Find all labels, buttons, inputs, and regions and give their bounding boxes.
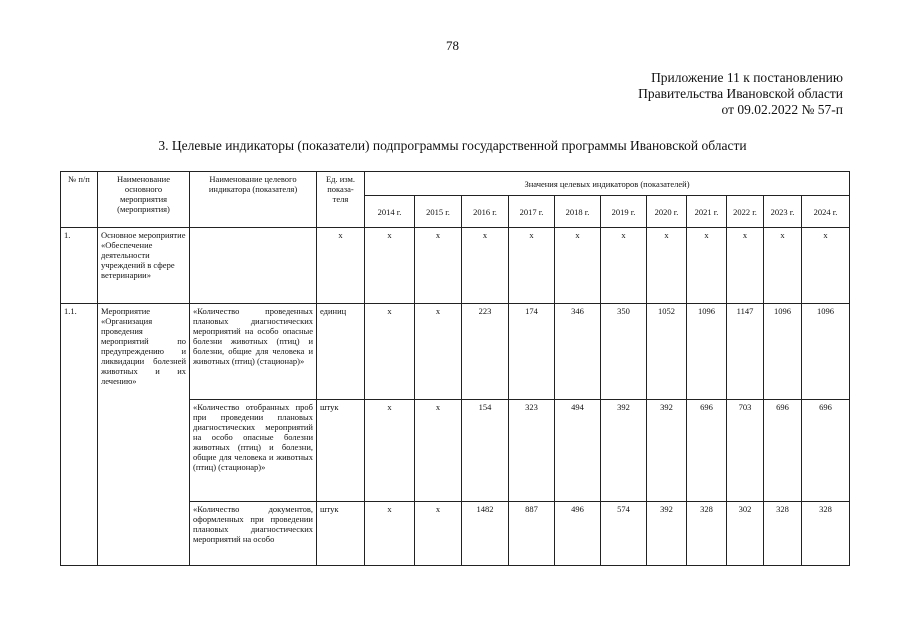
appendix-header — [638, 70, 843, 118]
header-year: 2023 г. — [764, 196, 802, 228]
value-cell: 392 — [647, 502, 687, 566]
row-indicator — [190, 228, 317, 304]
document-title: 3. Целевые индикаторы (показатели) подпрограммы государственной программы Ивановской области — [158, 138, 747, 153]
header-year: 2017 г. — [509, 196, 555, 228]
header-unit: Ед. изм. показа-теля — [317, 172, 365, 228]
indicators-table — [60, 171, 850, 566]
value-cell: 328 — [764, 502, 802, 566]
value-cell: 346 — [555, 304, 601, 400]
value-cell: х — [462, 228, 509, 304]
value-cell: 392 — [647, 400, 687, 502]
value-cell: 1096 — [687, 304, 727, 400]
value-cell: 1052 — [647, 304, 687, 400]
header-activity: Наименование основного мероприятия (мероприятия) — [98, 172, 190, 228]
value-cell: х — [415, 502, 462, 566]
value-cell: х — [687, 228, 727, 304]
value-cell: х — [764, 228, 802, 304]
row-unit: х — [317, 228, 365, 304]
row-num: 1. — [61, 228, 98, 304]
value-cell: х — [601, 228, 647, 304]
value-cell: 1482 — [462, 502, 509, 566]
value-cell: 494 — [555, 400, 601, 502]
header-row-1 — [61, 172, 850, 196]
header-year: 2016 г. — [462, 196, 509, 228]
value-cell: 1096 — [802, 304, 850, 400]
header-year: 2020 г. — [647, 196, 687, 228]
value-cell: 703 — [727, 400, 764, 502]
value-cell: 328 — [687, 502, 727, 566]
table-row — [61, 304, 850, 400]
value-cell: х — [365, 228, 415, 304]
header-year: 2014 г. — [365, 196, 415, 228]
header-year: 2024 г. — [802, 196, 850, 228]
row-unit: штук — [317, 400, 365, 502]
value-cell: х — [415, 228, 462, 304]
value-cell: 496 — [555, 502, 601, 566]
row-activity: Основное мероприятие «Обеспечение деятельности учреждений в сфере ветеринарии» — [98, 228, 190, 304]
appendix-line-3: от 09.02.2022 № 57-п — [721, 102, 843, 117]
value-cell: х — [647, 228, 687, 304]
value-cell: х — [415, 400, 462, 502]
value-cell: х — [509, 228, 555, 304]
value-cell: 392 — [601, 400, 647, 502]
value-cell: х — [802, 228, 850, 304]
value-cell: 1096 — [764, 304, 802, 400]
value-cell: 302 — [727, 502, 764, 566]
row-indicator: «Количество отобранных проб при проведении плановых диагностических мероприятий на особо опасные болезни животных (птиц) и болезни, общие для человека и животных (птиц) (стационар)» — [190, 400, 317, 502]
value-cell: 887 — [509, 502, 555, 566]
value-cell: 223 — [462, 304, 509, 400]
row-unit: единиц — [317, 304, 365, 400]
row-indicator: «Количество документов, оформленных при проведении плановых диагностических мероприятий на особо — [190, 502, 317, 566]
row-num: 1.1. — [61, 304, 98, 566]
value-cell: х — [365, 502, 415, 566]
value-cell: 350 — [601, 304, 647, 400]
header-year: 2022 г. — [727, 196, 764, 228]
value-cell: х — [415, 304, 462, 400]
header-values-group: Значения целевых индикаторов (показателей) — [365, 172, 850, 196]
header-year: 2021 г. — [687, 196, 727, 228]
page-number: 78 — [446, 38, 459, 53]
value-cell: х — [555, 228, 601, 304]
appendix-line-2: Правительства Ивановской области — [638, 86, 843, 101]
value-cell: 696 — [764, 400, 802, 502]
appendix-line-1: Приложение 11 к постановлению — [651, 70, 843, 85]
value-cell: 154 — [462, 400, 509, 502]
value-cell: х — [365, 304, 415, 400]
value-cell: 696 — [687, 400, 727, 502]
value-cell: 696 — [802, 400, 850, 502]
table-row — [61, 228, 850, 304]
value-cell: 323 — [509, 400, 555, 502]
value-cell: 574 — [601, 502, 647, 566]
row-unit: штук — [317, 502, 365, 566]
row-activity: Мероприятие «Организация проведения мероприятий по предупреждению и ликвидации болезней животных и их лечению» — [98, 304, 190, 566]
header-year: 2018 г. — [555, 196, 601, 228]
value-cell: х — [365, 400, 415, 502]
value-cell: 1147 — [727, 304, 764, 400]
row-indicator: «Количество проведенных плановых диагностических мероприятий на особо опасные болезни животных (птиц) и болезни, общие для человека и животных (птиц) (стационар)» — [190, 304, 317, 400]
value-cell: 328 — [802, 502, 850, 566]
header-year: 2015 г. — [415, 196, 462, 228]
value-cell: 174 — [509, 304, 555, 400]
header-num: № п/п — [61, 172, 98, 228]
value-cell: х — [727, 228, 764, 304]
header-year: 2019 г. — [601, 196, 647, 228]
header-indicator: Наименование целевого индикатора (показателя) — [190, 172, 317, 228]
